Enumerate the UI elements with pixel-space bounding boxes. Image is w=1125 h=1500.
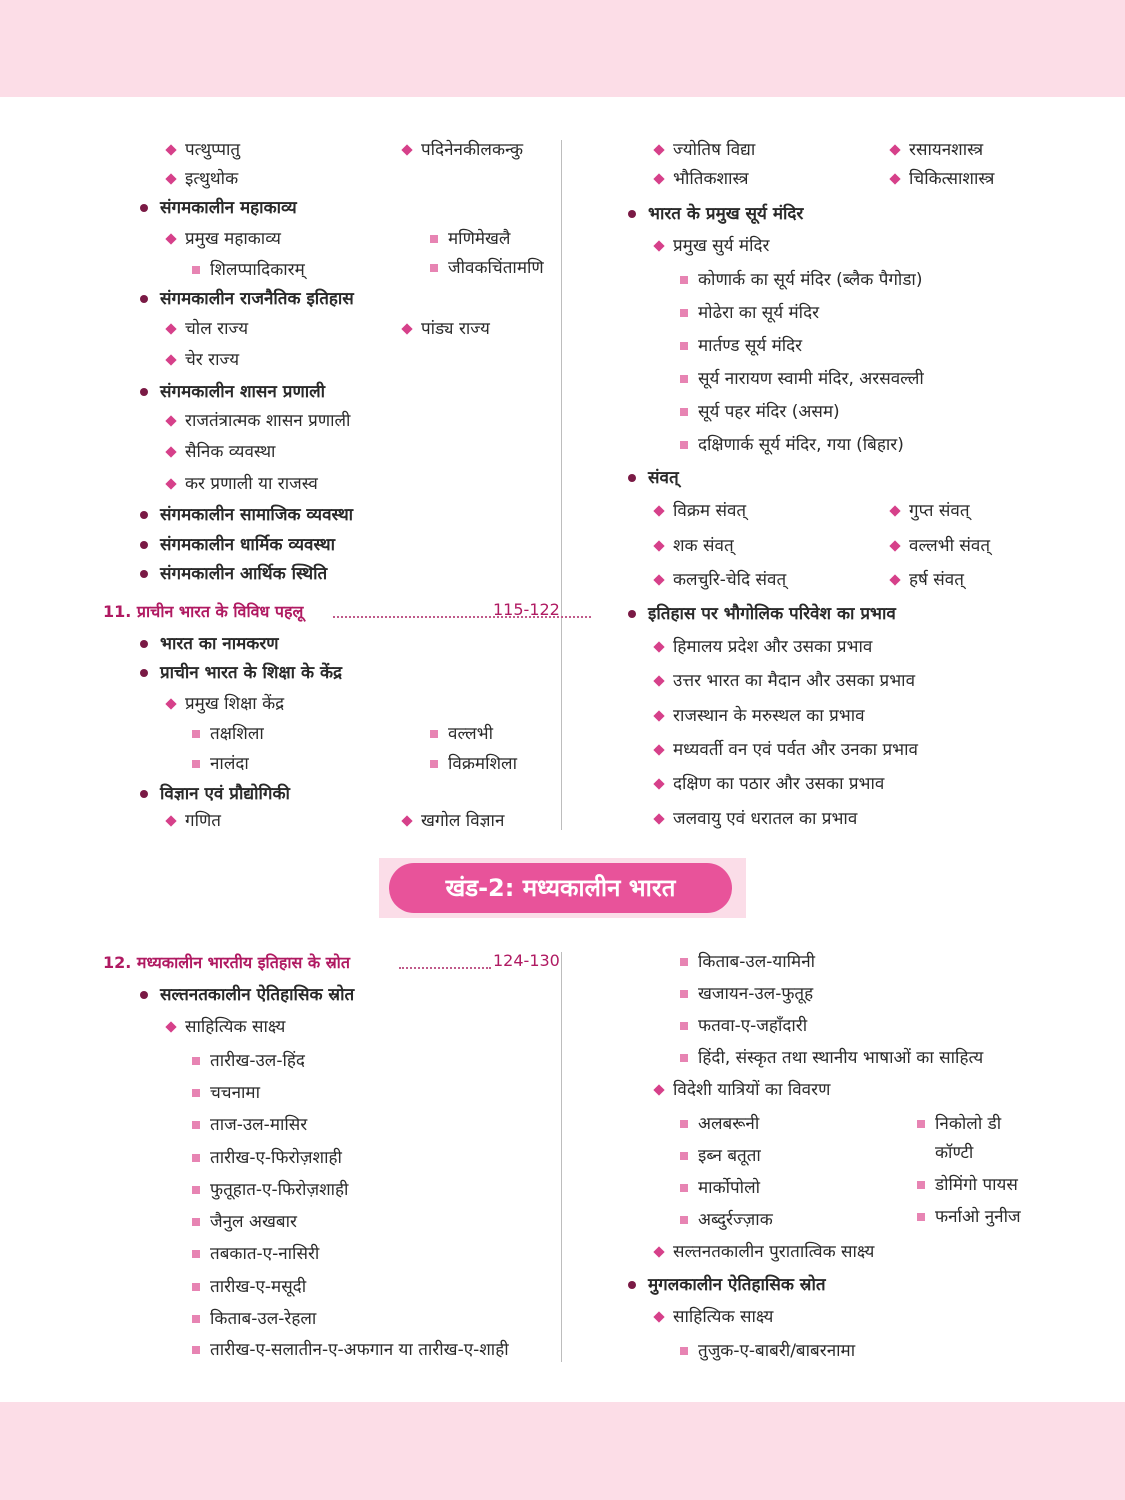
- list-item-text: विदेशी यात्रियों का विवरण: [673, 1080, 831, 1100]
- list-item-text: मार्कोपोलो: [698, 1178, 761, 1198]
- list-item: [648, 1274, 826, 1296]
- square-bullet-icon: [680, 1054, 688, 1062]
- list-item-text: प्रमुख शिक्षा केंद्र: [185, 694, 285, 714]
- list-item-text: वल्लभी संवत्: [909, 536, 991, 556]
- diamond-bullet-icon: [401, 815, 412, 826]
- circle-bullet-icon: [140, 991, 148, 999]
- list-item: [698, 1015, 807, 1037]
- list-item-text: मार्तण्ड सूर्य मंदिर: [698, 336, 803, 356]
- diamond-bullet-icon: [653, 744, 664, 755]
- diamond-bullet-icon: [165, 323, 176, 334]
- list-item: [673, 168, 748, 190]
- list-item-text: जीवकचिंतामणि: [448, 258, 544, 278]
- list-item-text: शक संवत्: [673, 536, 734, 556]
- list-item-text: फुतूहात-ए-फिरोज़शाही: [210, 1180, 349, 1200]
- list-item: [421, 318, 490, 340]
- list-item: [673, 139, 755, 161]
- list-item-text: मुगलकालीन ऐतिहासिक स्रोत: [648, 1275, 826, 1295]
- square-bullet-icon: [680, 1216, 688, 1224]
- list-item-text: सल्तनतकालीन पुरातात्विक साक्ष्य: [673, 1242, 875, 1262]
- square-bullet-icon: [430, 235, 438, 243]
- list-item-text: संगमकालीन शासन प्रणाली: [160, 382, 326, 402]
- square-bullet-icon: [680, 958, 688, 966]
- diamond-bullet-icon: [653, 675, 664, 686]
- circle-bullet-icon: [140, 640, 148, 648]
- list-item: [673, 670, 915, 692]
- list-item-text: जलवायु एवं धरातल का प्रभाव: [673, 809, 858, 829]
- diamond-bullet-icon: [889, 173, 900, 184]
- square-bullet-icon: [680, 342, 688, 350]
- list-item: [909, 569, 964, 591]
- diamond-bullet-icon: [653, 540, 664, 551]
- list-item-text: विज्ञान एवं प्रौद्योगिकी: [160, 784, 290, 804]
- list-item: [935, 1113, 1001, 1135]
- list-item: [210, 753, 249, 775]
- list-item: [698, 434, 904, 456]
- list-item-text: रसायनशास्त्र: [909, 140, 984, 160]
- square-bullet-icon: [680, 990, 688, 998]
- list-item: [673, 705, 865, 727]
- list-item: [160, 563, 327, 585]
- square-bullet-icon: [192, 1218, 200, 1226]
- list-item: [698, 269, 922, 291]
- list-item: [210, 1339, 509, 1361]
- list-item: [673, 808, 857, 830]
- list-item: [185, 349, 239, 371]
- list-item: [160, 381, 325, 403]
- list-item-text: किताब-उल-रेहला: [210, 1309, 317, 1329]
- list-item: [210, 1114, 307, 1136]
- list-item-text: संगमकालीन राजनैतिक इतिहास: [160, 289, 354, 309]
- section-banner: [379, 858, 746, 918]
- diamond-bullet-icon: [653, 1246, 664, 1257]
- list-item-text: इब्न बतूता: [698, 1146, 761, 1166]
- list-item-text: भारत का नामकरण: [160, 634, 279, 654]
- list-item-text: हिमालय प्रदेश और उसका प्रभाव: [673, 637, 873, 657]
- list-item: [185, 441, 275, 463]
- square-bullet-icon: [680, 441, 688, 449]
- list-item: [185, 473, 318, 495]
- list-item-text: मध्यवर्ती वन एवं पर्वत और उनका प्रभाव: [673, 740, 918, 760]
- list-item: [648, 603, 896, 625]
- list-item-text: फतवा-ए-जहाँदारी: [698, 1016, 808, 1036]
- list-item: [160, 984, 354, 1006]
- list-item-text: निकोलो डी: [935, 1114, 1002, 1134]
- list-item-text: चचनामा: [210, 1083, 260, 1103]
- list-item: [210, 1243, 319, 1265]
- square-bullet-icon: [680, 309, 688, 317]
- diamond-bullet-icon: [653, 173, 664, 184]
- list-item-text: शिलप्पादिकारम्: [210, 260, 305, 280]
- list-item: [698, 1209, 773, 1231]
- diamond-bullet-icon: [165, 144, 176, 155]
- chapter-12-heading: [103, 951, 560, 973]
- list-item: [448, 723, 493, 745]
- diamond-bullet-icon: [653, 1311, 664, 1322]
- list-item-text: भारत के प्रमुख सूर्य मंदिर: [648, 204, 804, 224]
- list-item: [210, 1082, 260, 1104]
- list-item-text: पदिनेनकीलकन्कु: [421, 140, 524, 160]
- list-item-text: तारीख-ए-फिरोज़शाही: [210, 1148, 342, 1168]
- circle-bullet-icon: [140, 511, 148, 519]
- list-item-text: राजस्थान के मरुस्थल का प्रभाव: [673, 706, 865, 726]
- list-item-text: तुजुक-ए-बाबरी/बाबरनामा: [698, 1341, 856, 1361]
- diamond-bullet-icon: [165, 446, 176, 457]
- list-item-text: फर्नाओ नुनीज: [935, 1207, 1021, 1227]
- diamond-bullet-icon: [653, 778, 664, 789]
- list-item-text: वल्लभी: [448, 724, 493, 744]
- list-item: [698, 302, 819, 324]
- list-item: [210, 1276, 306, 1298]
- diamond-bullet-icon: [165, 698, 176, 709]
- list-item-text: चेर राज्य: [185, 350, 240, 370]
- list-item-text: नालंदा: [210, 754, 249, 774]
- square-bullet-icon: [192, 266, 200, 274]
- list-item: [673, 535, 734, 557]
- list-item: [160, 783, 290, 805]
- circle-bullet-icon: [628, 474, 636, 482]
- diamond-bullet-icon: [653, 505, 664, 516]
- list-item: [673, 1079, 830, 1101]
- square-bullet-icon: [192, 1121, 200, 1129]
- list-item-text: गणित: [185, 811, 221, 831]
- diamond-bullet-icon: [653, 144, 664, 155]
- list-item: [698, 1113, 759, 1135]
- list-item-text: दक्षिणार्क सूर्य मंदिर, गया (बिहार): [698, 435, 904, 455]
- diamond-bullet-icon: [653, 1084, 664, 1095]
- list-item: [673, 500, 746, 522]
- list-item: [210, 1050, 305, 1072]
- diamond-bullet-icon: [653, 641, 664, 652]
- list-item: [909, 168, 994, 190]
- chapter-11-title: 11. प्राचीन भारत के विविध पहलू: [103, 602, 304, 621]
- list-item-text: कोणार्क का सूर्य मंदिर (ब्लैक पैगोडा): [698, 270, 923, 290]
- chapter-12-leader-dots: [399, 967, 491, 969]
- list-item: [160, 504, 353, 526]
- square-bullet-icon: [430, 730, 438, 738]
- list-item: [698, 1047, 983, 1069]
- list-item: [648, 203, 803, 225]
- list-item: [185, 228, 281, 250]
- circle-bullet-icon: [140, 790, 148, 798]
- square-bullet-icon: [680, 1120, 688, 1128]
- diamond-bullet-icon: [401, 323, 412, 334]
- list-item-text: खगोल विज्ञान: [421, 811, 505, 831]
- list-item-text: विक्रमशिला: [448, 754, 517, 774]
- list-item: [210, 1179, 348, 1201]
- list-item-text: ज्योतिष विद्या: [673, 140, 756, 160]
- list-item-text: तारीख-उल-हिंद: [210, 1051, 305, 1071]
- list-item-text: उत्तर भारत का मैदान और उसका प्रभाव: [673, 671, 916, 691]
- list-item: [698, 401, 840, 423]
- list-item-text: चिकित्साशास्त्र: [909, 169, 995, 189]
- chapter-11-heading: [103, 600, 560, 622]
- circle-bullet-icon: [140, 570, 148, 578]
- list-item-text: तारीख-ए-सलातीन-ए-अफगान या तारीख-ए-शाही: [210, 1340, 509, 1360]
- list-item-text: तारीख-ए-मसूदी: [210, 1277, 307, 1297]
- list-item-text: कलचुरि-चेदि संवत्: [673, 570, 787, 590]
- list-item-text: साहित्यिक साक्ष्य: [185, 1017, 286, 1037]
- list-item-text: चोल राज्य: [185, 319, 249, 339]
- list-item: [185, 318, 248, 340]
- list-item-text: डोमिंगो पायस: [935, 1175, 1018, 1195]
- list-item: [160, 534, 335, 556]
- list-item-text: प्रमुख महाकाव्य: [185, 229, 281, 249]
- bottom-page-band: [0, 1402, 1125, 1500]
- square-bullet-icon: [430, 264, 438, 272]
- square-bullet-icon: [192, 1315, 200, 1323]
- list-item-text: पांड्य राज्य: [421, 319, 490, 339]
- square-bullet-icon: [917, 1213, 925, 1221]
- circle-bullet-icon: [628, 1281, 636, 1289]
- top-page-band: [0, 0, 1125, 97]
- list-item-text: संगमकालीन आर्थिक स्थिति: [160, 564, 328, 584]
- diamond-bullet-icon: [653, 813, 664, 824]
- square-bullet-icon: [192, 1154, 200, 1162]
- list-item-text: सल्तनतकालीन ऐतिहासिक स्रोत: [160, 985, 355, 1005]
- square-bullet-icon: [192, 1250, 200, 1258]
- list-item: [648, 467, 679, 489]
- diamond-bullet-icon: [889, 540, 900, 551]
- list-item-text: गुप्त संवत्: [909, 501, 970, 521]
- list-item: [673, 1306, 773, 1328]
- list-item: [909, 500, 970, 522]
- list-item: [698, 951, 815, 973]
- list-item: [448, 753, 517, 775]
- list-item-text: राजतंत्रात्मक शासन प्रणाली: [185, 411, 351, 431]
- circle-bullet-icon: [140, 204, 148, 212]
- diamond-bullet-icon: [165, 354, 176, 365]
- list-item-text: प्रमुख सुर्य मंदिर: [673, 236, 770, 256]
- list-item-text: हर्ष संवत्: [909, 570, 964, 590]
- list-item: [935, 1174, 1018, 1196]
- circle-bullet-icon: [140, 669, 148, 677]
- list-item: [210, 1211, 297, 1233]
- list-item-text: हिंदी, संस्कृत तथा स्थानीय भाषाओं का साहित्य: [698, 1048, 984, 1068]
- list-item: [673, 569, 786, 591]
- list-item-text: सूर्य नारायण स्वामी मंदिर, अरसवल्ली: [698, 369, 924, 389]
- list-item-text: संगमकालीन महाकाव्य: [160, 198, 297, 218]
- list-item: [160, 662, 342, 684]
- list-item-text: प्राचीन भारत के शिक्षा के केंद्र: [160, 663, 343, 683]
- list-item: [673, 636, 872, 658]
- diamond-bullet-icon: [889, 574, 900, 585]
- list-item-text: विक्रम संवत्: [673, 501, 747, 521]
- diamond-bullet-icon: [401, 144, 412, 155]
- list-item: [673, 773, 884, 795]
- diamond-bullet-icon: [653, 710, 664, 721]
- square-bullet-icon: [680, 375, 688, 383]
- square-bullet-icon: [680, 1152, 688, 1160]
- list-item: [698, 1145, 761, 1167]
- list-item-text: सूर्य पहर मंदिर (असम): [698, 402, 840, 422]
- list-item: [673, 235, 769, 257]
- section-title: खंड-2: मध्यकालीन भारत: [389, 863, 732, 913]
- list-item: [210, 259, 305, 281]
- list-item: [160, 197, 297, 219]
- column-divider-bottom: [561, 952, 562, 1362]
- column-divider-top: [561, 140, 562, 830]
- list-item-text: मणिमेखलै: [448, 229, 511, 249]
- square-bullet-icon: [192, 1057, 200, 1065]
- chapter-11-pages: 115-122: [493, 600, 560, 619]
- list-item-text: संवत्: [648, 468, 679, 488]
- list-item-text: तबकात-ए-नासिरी: [210, 1244, 320, 1264]
- chapter-12-title: 12. मध्यकालीन भारतीय इतिहास के स्रोत: [103, 953, 350, 972]
- list-item: [698, 335, 802, 357]
- list-item: [160, 288, 354, 310]
- diamond-bullet-icon: [889, 144, 900, 155]
- list-item-text: इत्थुथोक: [185, 169, 239, 189]
- list-item: [909, 535, 990, 557]
- square-bullet-icon: [680, 276, 688, 284]
- list-item-text: पत्थुप्पातु: [185, 140, 241, 160]
- list-item-text: भौतिकशास्त्र: [673, 169, 749, 189]
- square-bullet-icon: [192, 1186, 200, 1194]
- list-item: [160, 633, 279, 655]
- diamond-bullet-icon: [165, 478, 176, 489]
- circle-bullet-icon: [140, 295, 148, 303]
- list-item: [673, 1241, 874, 1263]
- square-bullet-icon: [917, 1120, 925, 1128]
- list-item: [210, 723, 264, 745]
- list-item: [673, 739, 918, 761]
- square-bullet-icon: [680, 1022, 688, 1030]
- square-bullet-icon: [680, 1347, 688, 1355]
- circle-bullet-icon: [628, 610, 636, 618]
- list-item-text: खजायन-उल-फुतूह: [698, 984, 814, 1004]
- list-item-text: इतिहास पर भौगोलिक परिवेश का प्रभाव: [648, 604, 896, 624]
- list-item-text: साहित्यिक साक्ष्य: [673, 1307, 774, 1327]
- list-item: [698, 1340, 855, 1362]
- square-bullet-icon: [192, 1346, 200, 1354]
- diamond-bullet-icon: [165, 815, 176, 826]
- list-item-text: कॉण्टी: [935, 1143, 974, 1163]
- square-bullet-icon: [430, 760, 438, 768]
- diamond-bullet-icon: [889, 505, 900, 516]
- list-item-text: अब्दुर्रज्ज़ाक: [698, 1210, 773, 1230]
- list-item: [698, 1177, 760, 1199]
- list-item: [421, 139, 523, 161]
- diamond-bullet-icon: [165, 415, 176, 426]
- list-item: [421, 810, 504, 832]
- list-item-text: जैनुल अखबार: [210, 1212, 297, 1232]
- list-item-text: संगमकालीन सामाजिक व्यवस्था: [160, 505, 354, 525]
- list-item-text: अलबरूनी: [698, 1114, 760, 1134]
- list-item: [698, 368, 924, 390]
- list-item: [448, 228, 510, 250]
- square-bullet-icon: [192, 1089, 200, 1097]
- list-item: [909, 139, 983, 161]
- square-bullet-icon: [680, 1184, 688, 1192]
- list-item: [210, 1308, 316, 1330]
- diamond-bullet-icon: [165, 233, 176, 244]
- list-item: [185, 168, 238, 190]
- square-bullet-icon: [192, 760, 200, 768]
- diamond-bullet-icon: [653, 240, 664, 251]
- list-item: [935, 1206, 1021, 1228]
- circle-bullet-icon: [140, 388, 148, 396]
- circle-bullet-icon: [628, 210, 636, 218]
- circle-bullet-icon: [140, 541, 148, 549]
- list-item-text: सैनिक व्यवस्था: [185, 442, 276, 462]
- list-item: [185, 810, 221, 832]
- list-item: [185, 1016, 285, 1038]
- list-item-text: किताब-उल-यामिनी: [698, 952, 816, 972]
- list-item-text: दक्षिण का पठार और उसका प्रभाव: [673, 774, 885, 794]
- list-item-text: तक्षशिला: [210, 724, 264, 744]
- list-item-text: मोढेरा का सूर्य मंदिर: [698, 303, 820, 323]
- list-item-text: ताज-उल-मासिर: [210, 1115, 308, 1135]
- diamond-bullet-icon: [165, 173, 176, 184]
- diamond-bullet-icon: [653, 574, 664, 585]
- chapter-12-pages: 124-130: [493, 951, 560, 970]
- square-bullet-icon: [192, 730, 200, 738]
- square-bullet-icon: [192, 1283, 200, 1291]
- list-item: [185, 693, 284, 715]
- list-item-text: संगमकालीन धार्मिक व्यवस्था: [160, 535, 336, 555]
- square-bullet-icon: [917, 1181, 925, 1189]
- list-item: [185, 410, 350, 432]
- list-item: [210, 1147, 342, 1169]
- list-item: [935, 1142, 973, 1164]
- list-item: [448, 257, 544, 279]
- diamond-bullet-icon: [165, 1021, 176, 1032]
- square-bullet-icon: [680, 408, 688, 416]
- list-item: [698, 983, 813, 1005]
- list-item-text: कर प्रणाली या राजस्व: [185, 474, 318, 494]
- list-item: [185, 139, 240, 161]
